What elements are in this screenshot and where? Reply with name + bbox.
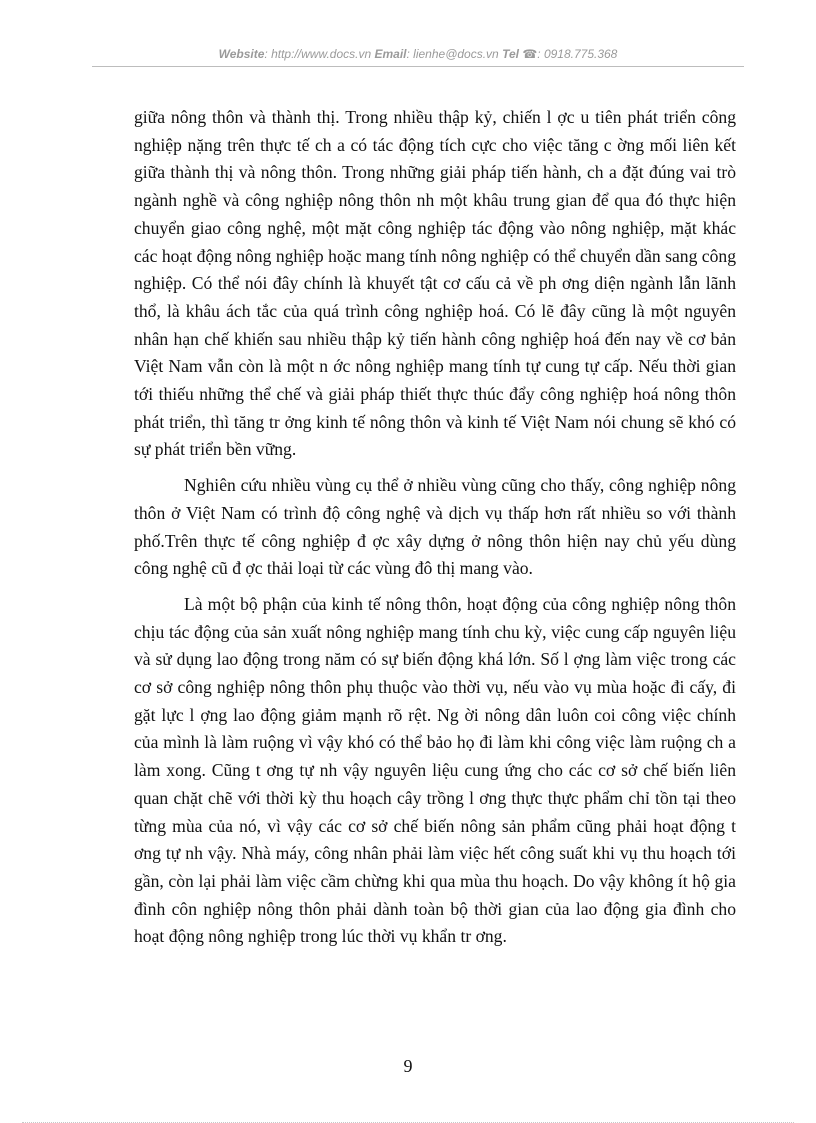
page-header <box>92 44 744 67</box>
paragraph-1: giữa nông thôn và thành thị. Trong nhiều thập kỷ, chiến l ợc u tiên phát triển công nghiệp nặng trên thực tế ch a có tác động tích cực cho việc tăng c ờng mối liên kết giữa thành thị và nông thôn. Trong những giải pháp tiến hành, ch a đặt đúng vai trò ngành nghề và công nghiệp nông thôn nh một khâu trung gian để qua đó thực hiện chuyển giao công nghệ, một mặt công nghiệp tác động vào nông nghiệp, mặt khác các hoạt động nông nghiệp hoặc mang tính nông nghiệp có thể chuyển dần sang công nghiệp. Có thể nói đây chính là khuyết tật cơ cấu cả về ph ơng diện ngành lẫn lãnh thổ, là khâu ách tắc của quá trình công nghiệp hoá. Có lẽ đây cũng là một nguyên nhân hạn chế khiến sau nhiều thập kỷ tiến hành công nghiệp hoá đến nay về cơ bản Việt Nam vẫn còn là một n ớc nông nghiệp mang tính tự cung tự cấp. Nếu thời gian tới thiếu những thể chế và giải pháp thiết thực thúc đẩy công nghiệp hoá nông thôn phát triển, thì tăng tr ởng kinh tế nông thôn và kinh tế Việt Nam nói chung sẽ khó có sự phát triển bền vững. <box>134 107 736 460</box>
page-number: 9 <box>403 1056 413 1076</box>
email-label: Email <box>374 47 407 61</box>
email-value: : lienhe@docs.vn <box>406 47 499 61</box>
paragraph-2: Nghiên cứu nhiều vùng cụ thể ở nhiều vùng cũng cho thấy, công nghiệp nông thôn ở Việt Nam có trình độ công nghệ và dịch vụ thấp hơn rất nhiều so với thành phố.Trên thực tế công nghiệp đ ợc xây dựng ở nông thôn hiện nay chủ yếu dùng công nghệ cũ đ ợc thải loại từ các vùng đô thị mang vào. <box>134 475 736 579</box>
website-label: Website <box>218 47 265 61</box>
telephone-icon: ☎ <box>522 47 538 61</box>
document-body <box>134 104 736 951</box>
paragraph-3: Là một bộ phận của kinh tế nông thôn, hoạt động của công nghiệp nông thôn chịu tác động của sản xuất nông nghiệp mang tính chu kỳ, việc cung cấp nguyên liệu và sử dụng lao động trong năm có sự biến động khá lớn. Số l ợng làm việc trong các cơ sở công nghiệp nông thôn phụ thuộc vào thời vụ, nếu vào vụ mùa hoặc đi cấy, đi gặt lực l ợng lao động giảm mạnh rõ rệt. Ng ời nông dân luôn coi công việc chính của mình là làm ruộng vì vậy khó có thể bảo họ đi làm khi công việc làm ruộng ch a làm xong. Cũng t ơng tự nh vậy nguyên liệu cung ứng cho các cơ sở chế biến liên quan chặt chẽ với thời kỳ thu hoạch cây trồng l ơng thực thực phẩm chỉ tồn tại theo từng mùa của nó, vì vậy các cơ sở chế biến nông sản phẩm cũng phải hoạt động t ơng tự nh vậy. Nhà máy, công nhân phải làm việc hết công suất khi vụ thu hoạch tới gần, còn lại phải làm việc cầm chừng khi qua mùa thu hoạch. Do vậy không ít hộ gia đình côn nghiệp nông thôn phải dành toàn bộ thời gian của lao động gia đình cho hoạt động nông nghiệp trong lúc thời vụ khẩn tr ơng. <box>134 593 736 947</box>
website-value: : http://www.docs.vn <box>264 47 372 61</box>
tel-value: : 0918.775.368 <box>537 47 618 61</box>
tel-label: Tel <box>502 47 519 61</box>
